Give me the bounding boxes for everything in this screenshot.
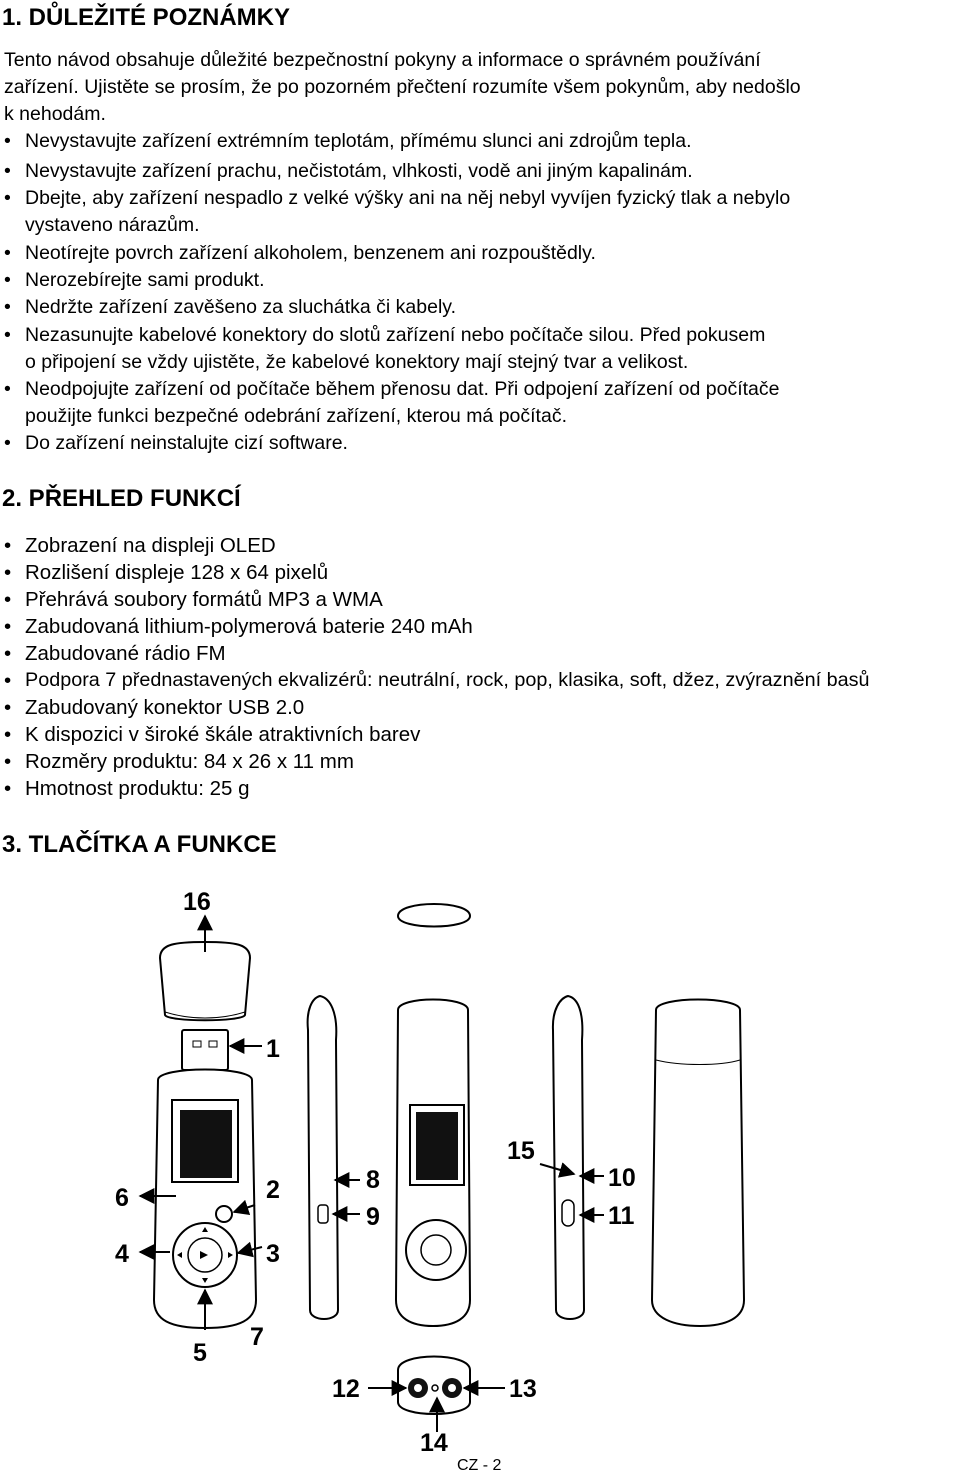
bullet-marker: • bbox=[4, 160, 11, 182]
section-2-heading: 2. PŘEHLED FUNKCÍ bbox=[2, 485, 241, 512]
bullet-text: Do zařízení neinstalujte cizí software. bbox=[25, 432, 348, 454]
callout-1: 1 bbox=[266, 1035, 280, 1063]
bullet-marker: • bbox=[4, 723, 12, 746]
player-front bbox=[154, 1070, 256, 1329]
bullet-text-continuation: o připojení se vždy ujistěte, že kabelové konektory mají stejný tvar a velikost. bbox=[25, 351, 689, 373]
player-back bbox=[652, 1000, 744, 1327]
section-3-heading: 3. TLAČÍTKA A FUNKCE bbox=[2, 831, 277, 858]
feature-text: Podpora 7 přednastavených ekvalizérů: neutrální, rock, pop, klasika, soft, džez, zvýraznění basů bbox=[25, 669, 870, 691]
bullet-marker: • bbox=[4, 534, 12, 557]
intro-line: Tento návod obsahuje důležité bezpečnostní pokyny a informace o správném používání bbox=[4, 49, 761, 71]
bullet-text-continuation: použijte funkci bezpečné odebrání zařízení, kterou má počítač. bbox=[25, 405, 567, 427]
feature-text: Zobrazení na displeji OLED bbox=[25, 534, 276, 557]
intro-line: zařízení. Ujistěte se prosím, že po pozorném přečtení rozumíte všem pokynům, aby nedošlo bbox=[4, 76, 801, 98]
bullet-marker: • bbox=[4, 750, 12, 773]
callout-14: 14 bbox=[420, 1429, 448, 1455]
bullet-text-continuation: vystaveno nárazům. bbox=[25, 214, 200, 236]
bullet-marker: • bbox=[4, 432, 11, 454]
bullet-marker: • bbox=[4, 696, 12, 719]
callout-13: 13 bbox=[509, 1375, 537, 1403]
player-front-open bbox=[396, 1000, 470, 1327]
callout-10: 10 bbox=[608, 1164, 636, 1192]
bullet-marker: • bbox=[4, 378, 11, 400]
feature-text: Hmotnost produktu: 25 g bbox=[25, 777, 250, 800]
bullet-marker: • bbox=[4, 269, 11, 291]
bullet-marker: • bbox=[4, 642, 12, 665]
jack-panel bbox=[398, 1357, 470, 1415]
bullet-marker: • bbox=[4, 187, 11, 209]
feature-text: Zabudovaná lithium-polymerová baterie 240 mAh bbox=[25, 615, 473, 638]
bullet-marker: • bbox=[4, 615, 12, 638]
player-side-left bbox=[308, 996, 338, 1319]
callout-5: 5 bbox=[193, 1339, 207, 1367]
callout-12: 12 bbox=[332, 1375, 360, 1403]
feature-text: Rozlišení displeje 128 x 64 pixelů bbox=[25, 561, 329, 584]
callout-7: 7 bbox=[250, 1323, 264, 1351]
cap-top bbox=[398, 904, 470, 927]
device-diagram bbox=[0, 870, 960, 1455]
bullet-marker: • bbox=[4, 588, 12, 611]
callout-8: 8 bbox=[366, 1166, 380, 1194]
bullet-marker: • bbox=[4, 669, 12, 692]
feature-text: Zabudovaný konektor USB 2.0 bbox=[25, 696, 305, 719]
usb-connector bbox=[182, 1030, 228, 1070]
callout-3: 3 bbox=[266, 1240, 280, 1268]
callout-15: 15 bbox=[507, 1137, 535, 1165]
feature-text: K dispozici v široké škále atraktivních barev bbox=[25, 723, 421, 746]
bullet-marker: • bbox=[4, 242, 11, 264]
player-side-right bbox=[553, 996, 584, 1319]
feature-text: Zabudované rádio FM bbox=[25, 642, 226, 665]
callout-2: 2 bbox=[266, 1176, 280, 1204]
bullet-marker: • bbox=[4, 777, 12, 800]
bullet-marker: • bbox=[4, 561, 12, 584]
bullet-marker: • bbox=[4, 324, 11, 346]
section-1-heading: 1. DŮLEŽITÉ POZNÁMKY bbox=[2, 4, 291, 31]
cap-front bbox=[160, 942, 250, 1020]
callout-4: 4 bbox=[115, 1240, 129, 1268]
bullet-text: Nevystavujte zařízení extrémním teplotám, přímému slunci ani zdrojům tepla. bbox=[25, 130, 692, 152]
bullet-text: Nezasunujte kabelové konektory do slotů zařízení nebo počítače silou. Před pokusem bbox=[25, 324, 766, 346]
bullet-text: Nedržte zařízení zavěšeno za sluchátka či kabely. bbox=[25, 296, 457, 318]
feature-text: Přehrává soubory formátů MP3 a WMA bbox=[25, 588, 383, 611]
page-number: CZ - 2 bbox=[457, 1457, 502, 1474]
callout-9: 9 bbox=[366, 1203, 380, 1231]
intro-line: k nehodám. bbox=[4, 103, 106, 125]
bullet-text: Neotírejte povrch zařízení alkoholem, benzenem ani rozpouštědly. bbox=[25, 242, 596, 264]
feature-text: Rozměry produktu: 84 x 26 x 11 mm bbox=[25, 750, 354, 773]
callout-11: 11 bbox=[608, 1202, 635, 1230]
bullet-marker: • bbox=[4, 130, 11, 152]
bullet-marker: • bbox=[4, 296, 11, 318]
bullet-text: Neodpojujte zařízení od počítače během přenosu dat. Při odpojení zařízení od počítače bbox=[25, 378, 780, 400]
callout-6: 6 bbox=[115, 1184, 129, 1212]
callout-16: 16 bbox=[183, 888, 211, 916]
bullet-text: Nerozebírejte sami produkt. bbox=[25, 269, 265, 291]
bullet-text: Dbejte, aby zařízení nespadlo z velké výšky ani na něj nebyl vyvíjen fyzický tlak a nebylo bbox=[25, 187, 791, 209]
bullet-text: Nevystavujte zařízení prachu, nečistotám, vlhkosti, vodě ani jiným kapalinám. bbox=[25, 160, 693, 182]
